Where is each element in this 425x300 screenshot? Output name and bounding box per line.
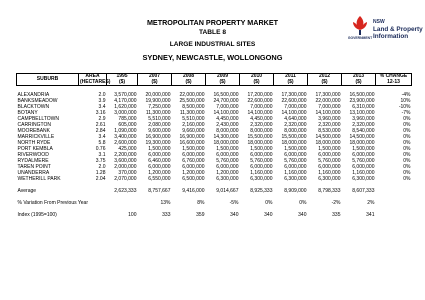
change-cell: 0% <box>403 164 411 170</box>
suburb-cell: RIVERWOOD <box>17 152 49 158</box>
value-cell: 6,000,000 <box>318 152 341 158</box>
column-header-unit: ($) <box>185 78 192 85</box>
industrial-sites-table <box>16 73 412 218</box>
column-header <box>274 74 308 86</box>
value-cell: 14,100,000 <box>247 110 273 116</box>
column-header <box>308 74 342 86</box>
value-cell: 18,000,000 <box>349 140 375 146</box>
value-cell: 6,760,000 <box>182 158 205 164</box>
suburb-cell: BOTANY <box>17 110 38 116</box>
change-cell: 0% <box>403 152 411 158</box>
value-cell: 22,000,000 <box>315 98 341 104</box>
value-cell: 1,620,000 <box>114 104 137 110</box>
value-cell: 6,000,000 <box>216 164 239 170</box>
area-cell: 5.8 <box>98 140 106 146</box>
suburb-cell: UNANDERRA <box>17 170 50 176</box>
column-header <box>138 74 172 86</box>
summary-value: -2% <box>331 200 341 206</box>
column-header-unit: ($) <box>219 78 226 85</box>
suburb-cell: NORTH RYDE <box>17 140 51 146</box>
value-cell: 11,300,000 <box>145 110 171 116</box>
column-header-unit: ($) <box>151 78 158 85</box>
value-cell: 4,640,000 <box>284 116 307 122</box>
value-cell: 2,320,000 <box>284 122 307 128</box>
value-cell: 8,530,000 <box>318 128 341 134</box>
summary-value: 359 <box>196 212 205 218</box>
change-cell: 0% <box>403 158 411 164</box>
area-cell: 2.84 <box>95 128 106 134</box>
value-cell: 3,960,000 <box>318 116 341 122</box>
area-cell: 1.28 <box>95 170 106 176</box>
value-cell: 1,200,000 <box>182 170 205 176</box>
summary-value: -5% <box>229 200 239 206</box>
summary-value: 8% <box>197 200 205 206</box>
value-cell: 18,000,000 <box>281 140 307 146</box>
column-header <box>376 74 412 86</box>
value-cell: 1,090,000 <box>114 128 137 134</box>
value-cell: 17,300,000 <box>281 92 307 98</box>
value-cell: 1,500,000 <box>216 146 239 152</box>
value-cell: 8,000,000 <box>250 128 273 134</box>
column-header-unit: ($) <box>355 78 362 85</box>
column-header-label: 2010 <box>250 73 263 79</box>
area-cell: 2.9 <box>98 116 106 122</box>
suburb-cell: BLACKTOWN <box>17 104 50 110</box>
suburb-cell: CAMPBELLTOWN <box>17 116 59 122</box>
summary-value: 9,014,667 <box>216 188 239 194</box>
summary-value: 341 <box>366 212 375 218</box>
summary-value: 2% <box>367 200 375 206</box>
area-cell: 2.61 <box>95 122 106 128</box>
change-cell: 0% <box>403 146 411 152</box>
table-subject: LARGE INDUSTRIAL SITES <box>169 41 256 48</box>
area-cell: 0.76 <box>95 146 106 152</box>
value-cell: 8,000,000 <box>284 128 307 134</box>
summary-value: 0% <box>265 200 273 206</box>
value-cell: 425,000 <box>118 146 137 152</box>
value-cell: 7,000,000 <box>250 104 273 110</box>
value-cell: 18,000,000 <box>213 140 239 146</box>
column-header <box>206 74 240 86</box>
summary-value: 8,909,000 <box>284 188 307 194</box>
value-cell: 16,900,000 <box>145 134 171 140</box>
column-header-label: 2007 <box>148 73 161 79</box>
value-cell: 6,000,000 <box>216 152 239 158</box>
column-header-unit: 12-13 <box>387 78 400 85</box>
change-cell: 0% <box>403 128 411 134</box>
area-cell: 3.9 <box>98 98 106 104</box>
value-cell: 6,300,000 <box>318 176 341 182</box>
value-cell: 6,000,000 <box>250 164 273 170</box>
area-cell: 3.75 <box>95 158 106 164</box>
value-cell: 4,450,000 <box>250 116 273 122</box>
value-cell: 2,200,000 <box>114 152 137 158</box>
suburb-cell: TAREN POINT <box>17 164 51 170</box>
value-cell: 2,600,000 <box>114 140 137 146</box>
value-cell: 6,000,000 <box>182 152 205 158</box>
value-cell: 1,500,000 <box>318 146 341 152</box>
summary-value: 2,623,333 <box>114 188 137 194</box>
column-header-unit: ($) <box>118 78 126 85</box>
value-cell: 785,000 <box>118 116 137 122</box>
value-cell: 3,600,000 <box>114 158 137 164</box>
value-cell: 5,760,000 <box>284 158 307 164</box>
summary-blank <box>376 212 412 218</box>
value-cell: 6,000,000 <box>182 164 205 170</box>
value-cell: 6,300,000 <box>284 176 307 182</box>
value-cell: 9,660,000 <box>182 128 205 134</box>
value-cell: 2,320,000 <box>352 122 375 128</box>
summary-label: Index (1995=100) <box>17 212 57 218</box>
column-header-label: 2011 <box>285 73 296 79</box>
value-cell: 4,170,000 <box>114 98 137 104</box>
value-cell: 1,500,000 <box>250 146 273 152</box>
value-cell: 1,500,000 <box>148 146 171 152</box>
value-cell: 17,300,000 <box>315 92 341 98</box>
value-cell: 1,500,000 <box>352 146 375 152</box>
summary-value: 8,607,333 <box>352 188 375 194</box>
logo-line-2: Information <box>373 33 409 41</box>
column-header-label: 2013 <box>352 73 365 79</box>
value-cell: 3,000,000 <box>114 110 137 116</box>
value-cell: 6,000,000 <box>284 164 307 170</box>
value-cell: 370,000 <box>118 170 137 176</box>
change-cell: 10% <box>400 98 411 104</box>
summary-value: 8,798,333 <box>318 188 341 194</box>
column-header <box>240 74 274 86</box>
summary-label: Average <box>17 188 37 194</box>
column-header-label: 1995 <box>116 73 128 79</box>
value-cell: 9,600,000 <box>148 128 171 134</box>
column-header <box>17 74 79 86</box>
value-cell: 1,500,000 <box>284 146 307 152</box>
column-header-label: % CHANGE <box>379 73 408 79</box>
value-cell: 18,000,000 <box>315 140 341 146</box>
value-cell: 14,500,000 <box>349 134 375 140</box>
waratah-icon <box>349 14 371 40</box>
column-header-unit: ($) <box>321 78 328 85</box>
change-cell: 0% <box>403 140 411 146</box>
value-cell: 3,570,000 <box>114 92 137 98</box>
suburb-cell: CARRINGTON <box>17 122 52 128</box>
summary-value: 100 <box>128 212 137 218</box>
suburb-cell: ALEXANDRIA <box>17 92 50 98</box>
value-cell: 14,100,000 <box>281 110 307 116</box>
column-header <box>172 74 206 86</box>
change-cell: -10% <box>398 104 411 110</box>
value-cell: 23,900,000 <box>349 98 375 104</box>
change-cell: 0% <box>403 122 411 128</box>
value-cell: 6,000,000 <box>352 152 375 158</box>
change-cell: 0% <box>403 170 411 176</box>
column-header-label: AREA <box>85 73 100 79</box>
change-cell: 0% <box>403 116 411 122</box>
value-cell: 18,000,000 <box>247 140 273 146</box>
value-cell: 6,000,000 <box>352 164 375 170</box>
value-cell: 6,500,000 <box>182 176 205 182</box>
value-cell: 1,160,000 <box>318 170 341 176</box>
value-cell: 16,500,000 <box>349 92 375 98</box>
value-cell: 19,300,000 <box>145 140 171 146</box>
column-header-label: 2009 <box>216 73 229 79</box>
report-title: METROPOLITAN PROPERTY MARKET <box>146 18 279 27</box>
summary-row <box>17 212 412 218</box>
change-cell: 0% <box>403 134 411 140</box>
change-cell: -4% <box>401 92 411 98</box>
value-cell: 605,000 <box>118 122 137 128</box>
value-cell: 22,600,000 <box>247 98 273 104</box>
value-cell: 6,000,000 <box>318 164 341 170</box>
change-cell: -7% <box>401 110 411 116</box>
area-cell: 3.4 <box>98 104 106 110</box>
summary-value: 340 <box>264 212 273 218</box>
suburb-cell: PORT KEMBLA <box>17 146 53 152</box>
suburb-cell: RYDALMERE <box>17 158 49 164</box>
value-cell: 1,160,000 <box>250 170 273 176</box>
value-cell: 6,000,000 <box>148 152 171 158</box>
value-cell: 22,000,000 <box>179 92 205 98</box>
area-cell: 3.16 <box>95 110 106 116</box>
summary-value: 8,925,333 <box>250 188 273 194</box>
svg-text:GOVERNMENT: GOVERNMENT <box>347 36 373 40</box>
value-cell: 17,200,000 <box>247 92 273 98</box>
nsw-land-property-logo <box>349 14 421 40</box>
value-cell: 6,300,000 <box>250 176 273 182</box>
summary-value: 0% <box>299 200 307 206</box>
value-cell: 2,070,000 <box>114 176 137 182</box>
table-header-row <box>17 74 412 86</box>
value-cell: 7,000,000 <box>318 104 341 110</box>
summary-value: 340 <box>230 212 239 218</box>
column-header <box>342 74 376 86</box>
value-cell: 14,100,000 <box>213 110 239 116</box>
value-cell: 24,700,000 <box>213 98 239 104</box>
column-header-label: 2012 <box>318 73 331 79</box>
column-header <box>79 73 111 86</box>
value-cell: 13,100,000 <box>349 110 375 116</box>
value-cell: 6,550,000 <box>148 176 171 182</box>
value-cell: 5,760,000 <box>250 158 273 164</box>
value-cell: 1,200,000 <box>216 170 239 176</box>
value-cell: 5,760,000 <box>216 158 239 164</box>
value-cell: 22,600,000 <box>281 98 307 104</box>
value-cell: 4,450,000 <box>216 116 239 122</box>
value-cell: 20,000,000 <box>145 92 171 98</box>
area-cell: 2.04 <box>95 176 106 182</box>
value-cell: 16,500,000 <box>213 92 239 98</box>
value-cell: 7,000,000 <box>216 104 239 110</box>
column-header-unit: ($) <box>253 78 260 85</box>
column-header-label: SUBURB <box>36 75 59 82</box>
change-cell: 0% <box>403 176 411 182</box>
summary-value: 340 <box>298 212 307 218</box>
value-cell: 19,900,000 <box>145 98 171 104</box>
value-cell: 2,080,000 <box>148 122 171 128</box>
table-number: TABLE 8 <box>199 29 226 36</box>
summary-value: 8,757,667 <box>148 188 171 194</box>
value-cell: 6,300,000 <box>352 176 375 182</box>
suburb-cell: BANKSMEADOW <box>17 98 58 104</box>
value-cell: 25,500,000 <box>179 98 205 104</box>
value-cell: 3,400,000 <box>114 134 137 140</box>
value-cell: 14,500,000 <box>315 134 341 140</box>
summary-value: 13% <box>160 200 171 206</box>
summary-value: 333 <box>162 212 171 218</box>
value-cell: 2,430,000 <box>216 122 239 128</box>
value-cell: 7,250,000 <box>148 104 171 110</box>
summary-value: 9,416,000 <box>182 188 205 194</box>
value-cell: 1,160,000 <box>352 170 375 176</box>
area-cell: 3.1 <box>98 152 106 158</box>
value-cell: 5,760,000 <box>318 158 341 164</box>
logo-nsw: NSW <box>373 19 385 25</box>
value-cell: 2,320,000 <box>318 122 341 128</box>
value-cell: 6,000,000 <box>148 164 171 170</box>
area-cell: 2.0 <box>98 92 106 98</box>
value-cell: 5,510,000 <box>182 116 205 122</box>
column-header-unit: ($) <box>287 78 294 85</box>
suburb-cell: WETHERILL PARK <box>17 176 61 182</box>
value-cell: 2,160,000 <box>182 122 205 128</box>
value-cell: 6,300,000 <box>216 176 239 182</box>
area-cell: 3.4 <box>98 134 106 140</box>
logo-line-1: Land & Property <box>373 26 423 34</box>
value-cell: 2,320,000 <box>250 122 273 128</box>
value-cell: 6,460,000 <box>148 158 171 164</box>
value-cell: 8,500,000 <box>182 104 205 110</box>
summary-label: % Variation From Previous Year <box>17 200 88 206</box>
value-cell: 1,160,000 <box>284 170 307 176</box>
table-region: SYDNEY, NEWCASTLE, WOLLONGONG <box>142 53 283 62</box>
column-header-label: 2008 <box>182 73 195 79</box>
value-cell: 11,300,000 <box>179 110 205 116</box>
value-cell: 6,000,000 <box>250 152 273 158</box>
value-cell: 16,600,000 <box>179 140 205 146</box>
value-cell: 8,000,000 <box>216 128 239 134</box>
suburb-cell: MOOREBANK <box>17 128 51 134</box>
value-cell: 15,500,000 <box>281 134 307 140</box>
value-cell: 14,300,000 <box>213 134 239 140</box>
value-cell: 16,900,000 <box>179 134 205 140</box>
value-cell: 5,510,000 <box>148 116 171 122</box>
column-header-unit: (HECTARES) <box>80 78 111 85</box>
value-cell: 1,500,000 <box>182 146 205 152</box>
value-cell: 8,540,000 <box>352 128 375 134</box>
value-cell: 7,000,000 <box>284 104 307 110</box>
value-cell: 15,500,000 <box>247 134 273 140</box>
value-cell: 1,200,000 <box>148 170 171 176</box>
suburb-cell: MARRICKVILLE <box>17 134 55 140</box>
value-cell: 6,310,000 <box>352 104 375 110</box>
value-cell: 3,960,000 <box>352 116 375 122</box>
value-cell: 5,760,000 <box>352 158 375 164</box>
summary-value: 335 <box>332 212 341 218</box>
value-cell: 6,000,000 <box>284 152 307 158</box>
area-cell: 2.0 <box>98 164 106 170</box>
value-cell: 14,100,000 <box>315 110 341 116</box>
value-cell: 2,000,000 <box>114 164 137 170</box>
column-header <box>107 74 138 86</box>
